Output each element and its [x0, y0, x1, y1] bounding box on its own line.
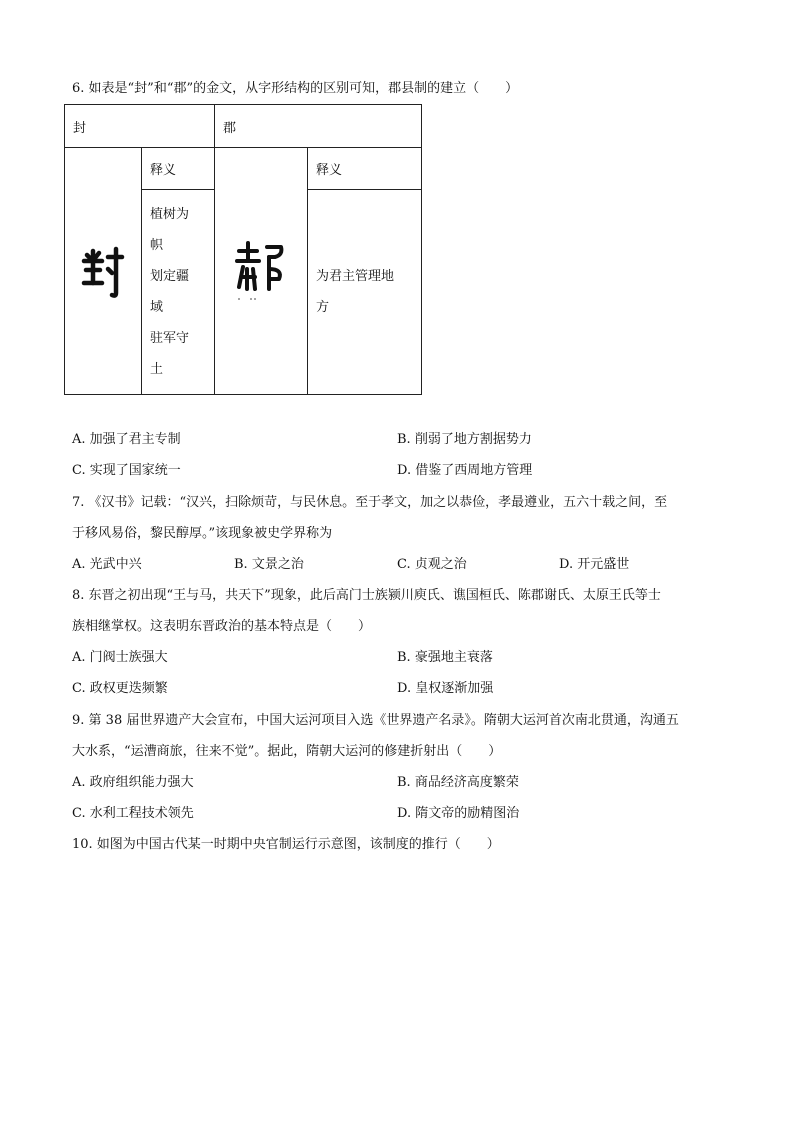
q9-option-d[interactable]: D. 隋文帝的励精图治: [397, 806, 520, 821]
jun-glyph-cell: [215, 148, 308, 395]
q7-stem-line1: 7. 《汉书》记载：“汉兴，扫除烦苛，与民休息。至于孝文，加之以恭俭，孝最遵业，五六十载之间，至: [72, 495, 668, 510]
q9-option-b[interactable]: B. 商品经济高度繁荣: [397, 775, 519, 790]
q7-option-c[interactable]: C. 贞观之治: [397, 557, 467, 572]
q7-option-a[interactable]: A. 光武中兴: [72, 557, 142, 572]
gloss-feng-line: 土: [150, 362, 164, 377]
gloss-label-left: 释义: [142, 148, 215, 190]
gloss-jun-line: 方: [316, 300, 330, 315]
q6-stem: 6. 如表是“封”和“郡”的金文，从字形结构的区别可知，郡县制的建立（ ）: [72, 81, 519, 96]
bronze-script-feng-icon: [80, 243, 126, 299]
feng-glyph-cell: [65, 148, 142, 395]
q8-option-b[interactable]: B. 豪强地主衰落: [397, 650, 493, 665]
gloss-feng-line: 帜: [150, 238, 164, 253]
table-head-feng: 封: [65, 105, 215, 148]
q8-option-c[interactable]: C. 政权更迭频繁: [72, 681, 168, 696]
gloss-feng: [142, 190, 215, 395]
q7-option-d[interactable]: D. 开元盛世: [559, 557, 630, 572]
q8-stem-line1: 8. 东晋之初出现“王与马，共天下”现象，此后高门士族颍川庾氏、谯国桓氏、陈郡谢氏、太原王氏等士: [72, 588, 661, 603]
q8-option-d[interactable]: D. 皇权逐渐加强: [397, 681, 494, 696]
q7-option-b[interactable]: B. 文景之治: [234, 557, 304, 572]
q6-option-c[interactable]: C. 实现了国家统一: [72, 463, 181, 478]
q9-stem-line1: 9. 第 38 届世界遗产大会宣布，中国大运河项目入选《世界遗产名录》。隋朝大运河首次南北贯通，沟通五: [72, 713, 679, 728]
gloss-jun-line: 为君主管理地: [316, 269, 395, 284]
q6-option-a[interactable]: A. 加强了君主专制: [72, 432, 181, 447]
q10-stem: 10. 如图为中国古代某一时期中央官制运行示意图，该制度的推行（ ）: [72, 837, 500, 852]
q6-table: [64, 104, 422, 395]
q9-option-a[interactable]: A. 政府组织能力强大: [72, 775, 194, 790]
q9-stem-line2: 大水系，“运漕商旅，往来不觉”。据此，隋朝大运河的修建折射出（ ）: [72, 744, 502, 759]
q8-stem-line2: 族相继掌权。这表明东晋政治的基本特点是（ ）: [72, 619, 372, 634]
gloss-feng-line: 驻军守: [150, 331, 190, 346]
gloss-jun: [308, 190, 422, 395]
q8-option-a[interactable]: A. 门阀士族强大: [72, 650, 168, 665]
gloss-label-right: 释义: [308, 148, 422, 190]
q7-stem-line2: 于移风易俗，黎民醇厚。”该现象被史学界称为: [72, 526, 333, 541]
table-head-jun: 郡: [215, 105, 422, 148]
gloss-feng-line: 域: [150, 300, 164, 315]
gloss-feng-line: 植树为: [150, 207, 190, 222]
q6-option-d[interactable]: D. 借鉴了西周地方管理: [397, 463, 533, 478]
q6-option-b[interactable]: B. 削弱了地方割据势力: [397, 432, 532, 447]
gloss-feng-line: 划定疆: [150, 269, 190, 284]
q9-option-c[interactable]: C. 水利工程技术领先: [72, 806, 194, 821]
bronze-script-jun-icon: [233, 239, 289, 303]
